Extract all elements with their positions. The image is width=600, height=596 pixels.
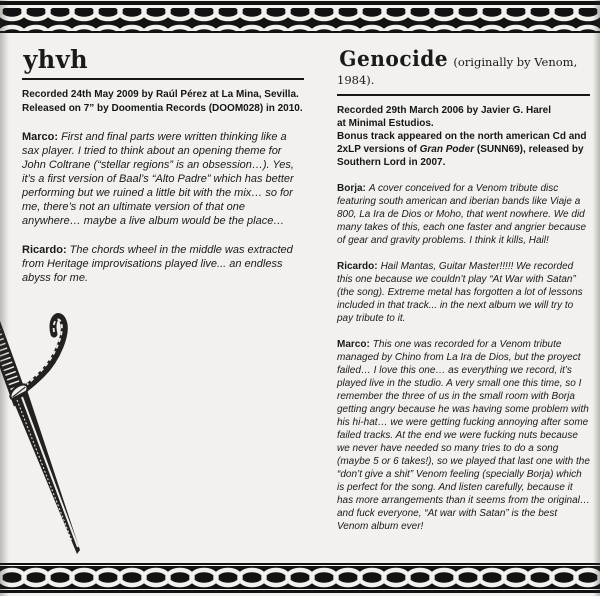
speaker-name: Marco: xyxy=(337,339,370,350)
chain-border-top xyxy=(0,0,600,34)
track-title-block-left xyxy=(22,45,304,80)
recording-info-line: Recorded 29th March 2006 by Javier G. Harel xyxy=(337,105,551,116)
recording-info xyxy=(337,104,590,169)
quote-paragraph xyxy=(22,243,304,285)
quote-text: First and final parts were written thinking like a sax player. I tried to think about an opening theme for John Coltrane (“stellar regions” is an obsession…). Yes, it’s a first version of Baal’s “Alto Padre” which has better performing but we ruined a little bit with the mix… so for me, there’s not an ultimate version of that one anywhere… maybe a live album would be the place… xyxy=(22,131,294,227)
recording-info xyxy=(22,88,304,115)
bonus-track-note xyxy=(337,130,590,169)
quote-text: Hail Mantas, Guitar Master!!!!! We recorded this one because we couldn’t play “At War with Satan” (the song). Extreme metal has forgotten a lot of lessons included in that track... in the next album we will try to pay tribute to it. xyxy=(337,261,583,324)
album-title: Gran Poder xyxy=(419,144,475,155)
quote-paragraph xyxy=(22,130,304,228)
track-title-block-right xyxy=(337,48,590,96)
scan-shadow-right xyxy=(593,0,600,596)
right-column xyxy=(337,48,590,533)
track-title: yhvh xyxy=(23,45,89,74)
recording-info-line: at Minimal Estudios. xyxy=(337,118,434,129)
left-column xyxy=(22,45,304,285)
quote-text: A cover conceived for a Venom tribute disc featuring south american and iberian bands like Viaje a 800, La Ira de Dios or Moho, that went nowhere. We did many takes of this, each one faster and angrier because of gear and gravity problems. I think it kills, Hail! xyxy=(337,183,587,246)
quote-text: The chords wheel in the middle was extracted from Heritage improvisations played live... an endless abyss for me. xyxy=(22,244,293,284)
quote-paragraph xyxy=(337,260,590,325)
quote-paragraph xyxy=(337,338,590,533)
track-title: Genocide xyxy=(339,46,449,71)
speaker-name: Ricardo: xyxy=(22,244,67,256)
speaker-name: Marco: xyxy=(22,131,59,143)
speaker-name: Borja: xyxy=(337,183,366,194)
quote-paragraph xyxy=(337,182,590,247)
recording-info-line: Recorded 24th May 2009 by Raúl Pérez at La Mina, Sevilla. xyxy=(22,89,299,100)
quote-text: This one was recorded for a Venom tribute managed by Chino from La Ira de Dios, but the proyect failed… I love this one… as everything we record, it’s played live in the studio. A very small one this time, so I remember the three of us in the small room with Borja getting angry because he was having some problem with his hi-hat… we were getting fucking annoying after some failed tracks. At the end we were fucking nuts because we never have needed so many tries to do a song (maybe 5 or 6 takes!), so we played that last one with the “don’t give a shit” Venom feeling (specially Borja) which is perfect for the song. And listen carefully, because it has more arrangements than it seems from the original… and fuck everyone, “At war with Satan” is the best Venom album ever! xyxy=(337,339,590,532)
dagger-illustration xyxy=(0,295,118,563)
release-info-line: Released on 7” by Doomentia Records (DOOM028) in 2010. xyxy=(22,102,303,114)
bonus-note-text: Bonus track appeared on the north american Cd and 2xLP versions of xyxy=(337,131,587,155)
bonus-note-text: (SUNN69), released by Southern Lord in 2007. xyxy=(337,144,584,168)
chain-border-bottom xyxy=(0,560,600,594)
track-subtitle: (originally by Venom, 1984). xyxy=(337,55,578,87)
speaker-name: Ricardo: xyxy=(337,261,378,272)
